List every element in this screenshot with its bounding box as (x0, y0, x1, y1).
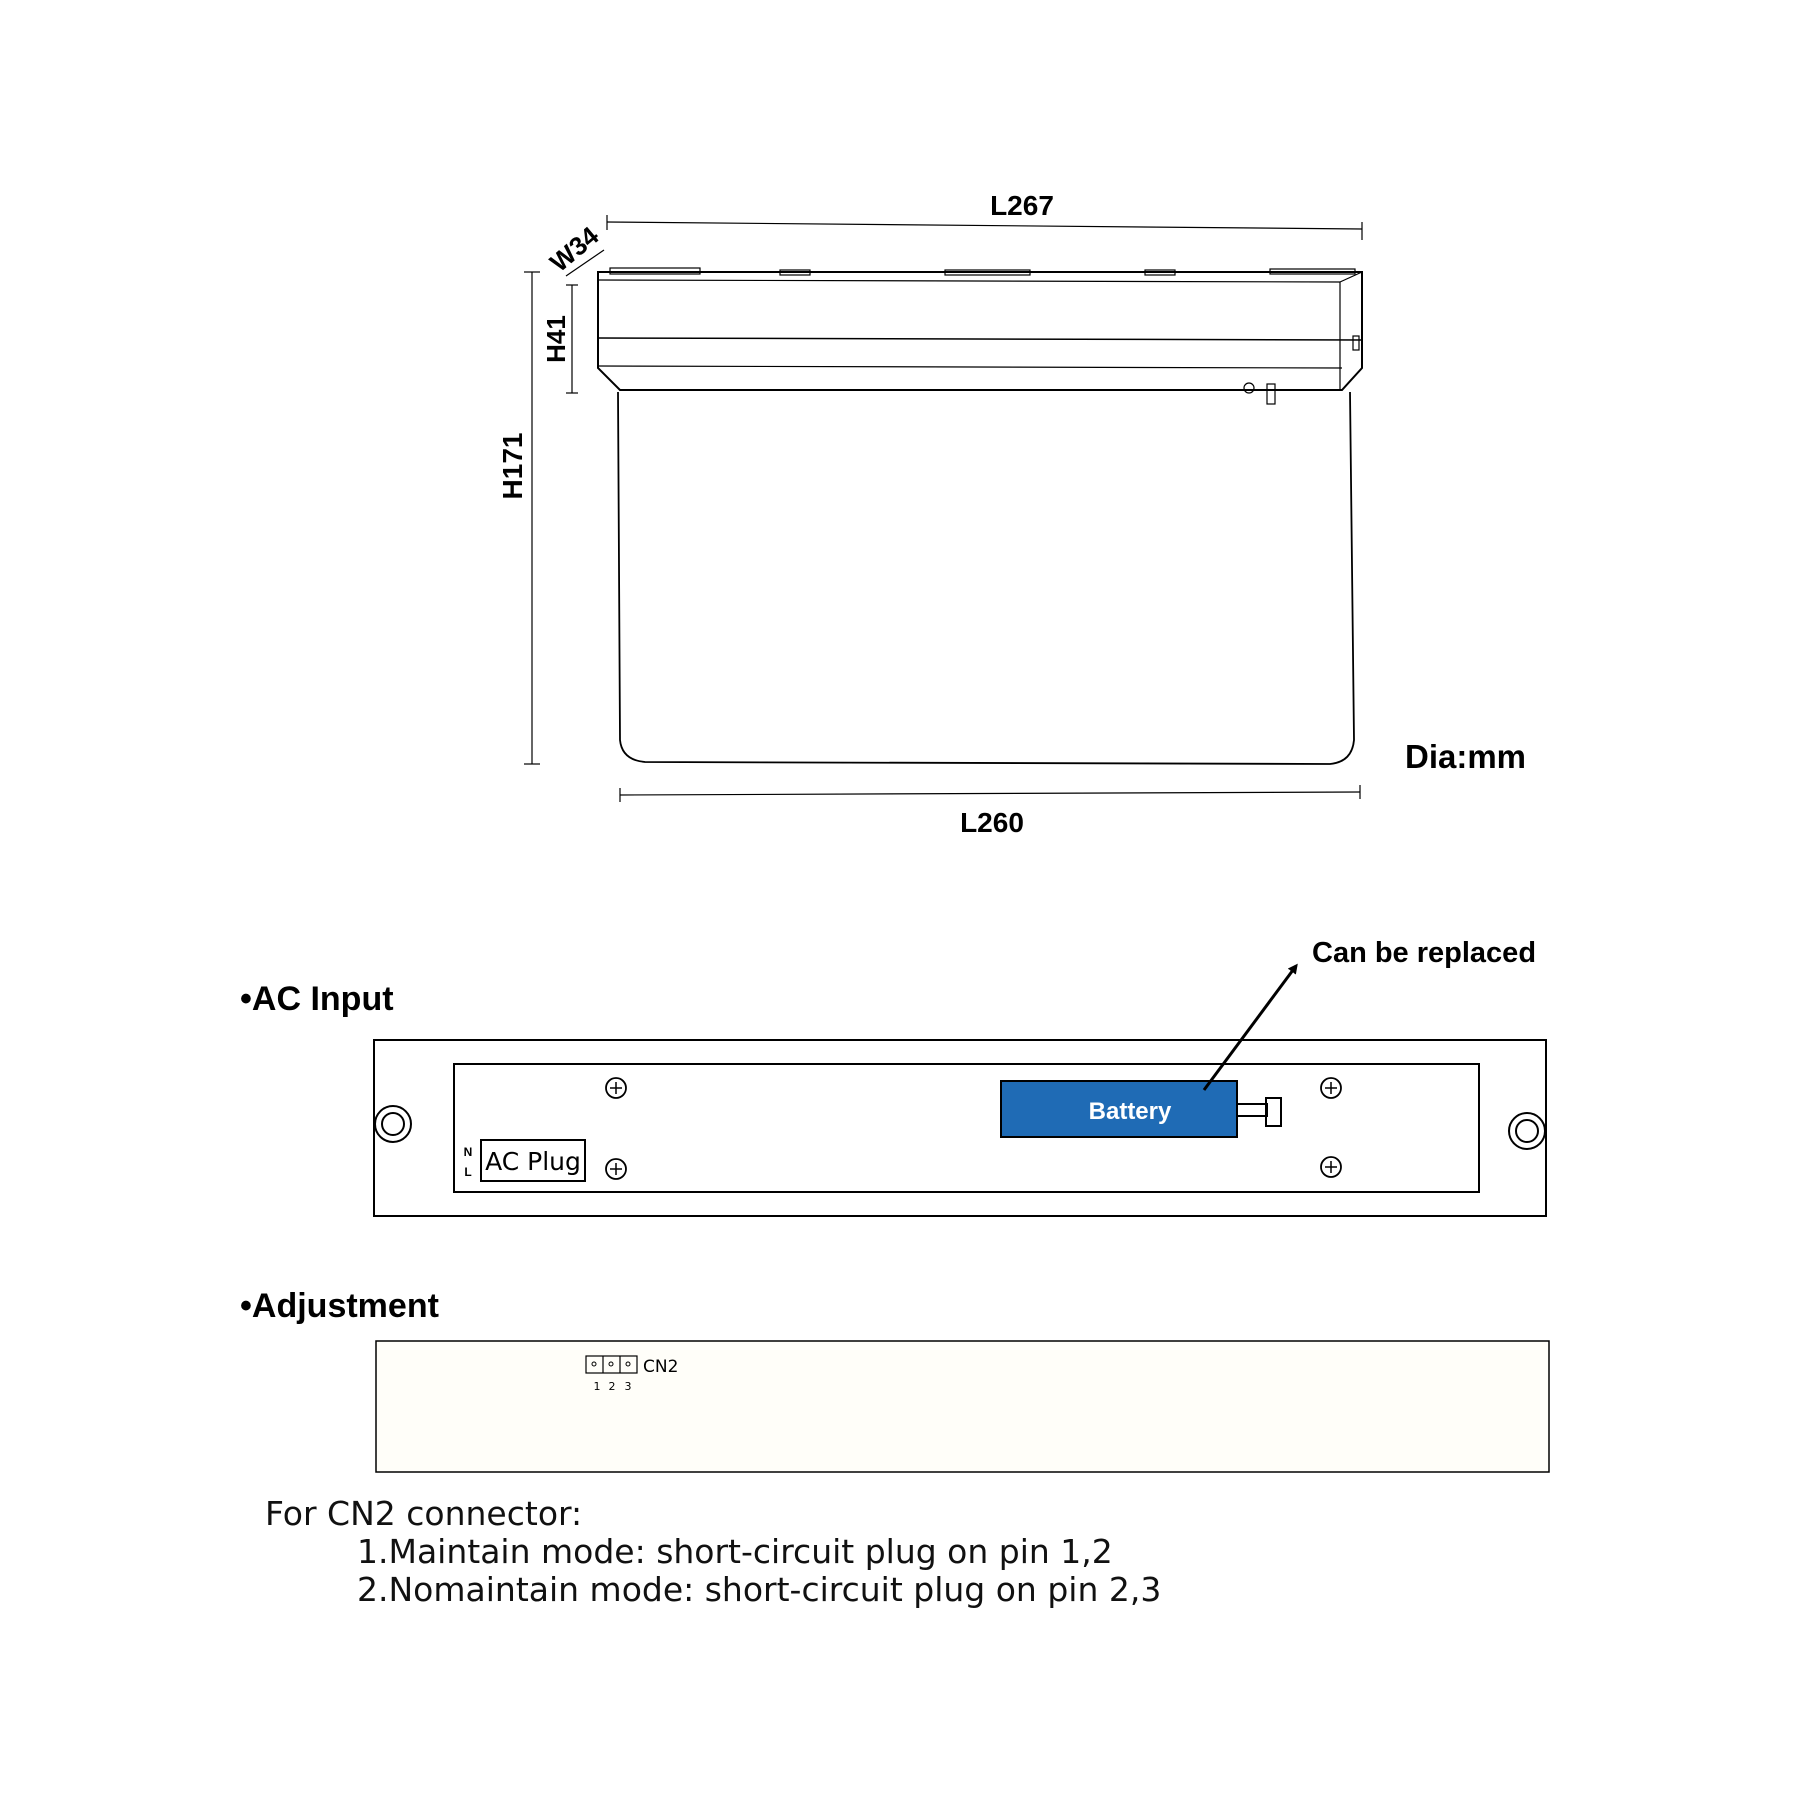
dim-label-length-bottom: L260 (960, 807, 1024, 838)
screw-icon (1321, 1157, 1341, 1177)
pin-number: 2 (608, 1380, 616, 1393)
terminal-n-label: N (463, 1145, 473, 1159)
dim-label-height-total: H171 (497, 432, 528, 500)
ac-input-heading: •AC Input (240, 980, 394, 1018)
ac-plug-label: AC Plug (485, 1147, 581, 1176)
housing-line (598, 338, 1362, 340)
terminal-l-label: L (464, 1165, 472, 1179)
dimension-lines (524, 215, 1362, 802)
unit-note: Dia:mm (1405, 738, 1527, 775)
adjustment-board (376, 1341, 1549, 1472)
dim-label-width: W34 (544, 220, 605, 278)
dim-line-length-top (607, 222, 1362, 229)
mount-hole-right (1509, 1113, 1545, 1149)
mount-hole-left (375, 1106, 411, 1142)
dim-label-height-top: H41 (541, 315, 571, 363)
dimension-labels (497, 190, 1526, 838)
test-switch (1267, 384, 1275, 404)
replace-note: Can be replaced (1312, 937, 1537, 969)
screw-icon (606, 1159, 626, 1179)
acrylic-panel (618, 392, 1354, 764)
battery-label: Battery (1088, 1098, 1172, 1125)
outer-panel (374, 1040, 1546, 1216)
battery-connector (1237, 1104, 1267, 1116)
housing-line (598, 280, 1340, 282)
dim-line-length-bottom (620, 792, 1360, 795)
pin-number: 3 (624, 1380, 632, 1393)
battery-connector-plug (1266, 1098, 1281, 1126)
screw-icon (606, 1078, 626, 1098)
housing-line (598, 366, 1342, 368)
notes-title: For CN2 connector: (265, 1494, 583, 1533)
cn2-label: CN2 (643, 1357, 679, 1377)
ac-input-panel (374, 966, 1546, 1216)
screw-icon (1321, 1078, 1341, 1098)
replace-arrow (1204, 966, 1296, 1090)
adjustment-panel (376, 1341, 1549, 1472)
adjustment-heading: •Adjustment (240, 1287, 439, 1325)
pin-number: 1 (593, 1380, 601, 1393)
note-item-maintain: 1.Maintain mode: short-circuit plug on pin 1,2 (357, 1532, 1113, 1571)
side-clip (1353, 336, 1359, 350)
dim-label-length-top: L267 (990, 190, 1054, 221)
indicator-led (1244, 383, 1254, 393)
note-item-nomaintain: 2.Nomaintain mode: short-circuit plug on pin 2,3 (357, 1570, 1162, 1609)
exit-sign-drawing (598, 268, 1362, 764)
cn2-notes (265, 1495, 1161, 1609)
top-housing (598, 272, 1362, 390)
